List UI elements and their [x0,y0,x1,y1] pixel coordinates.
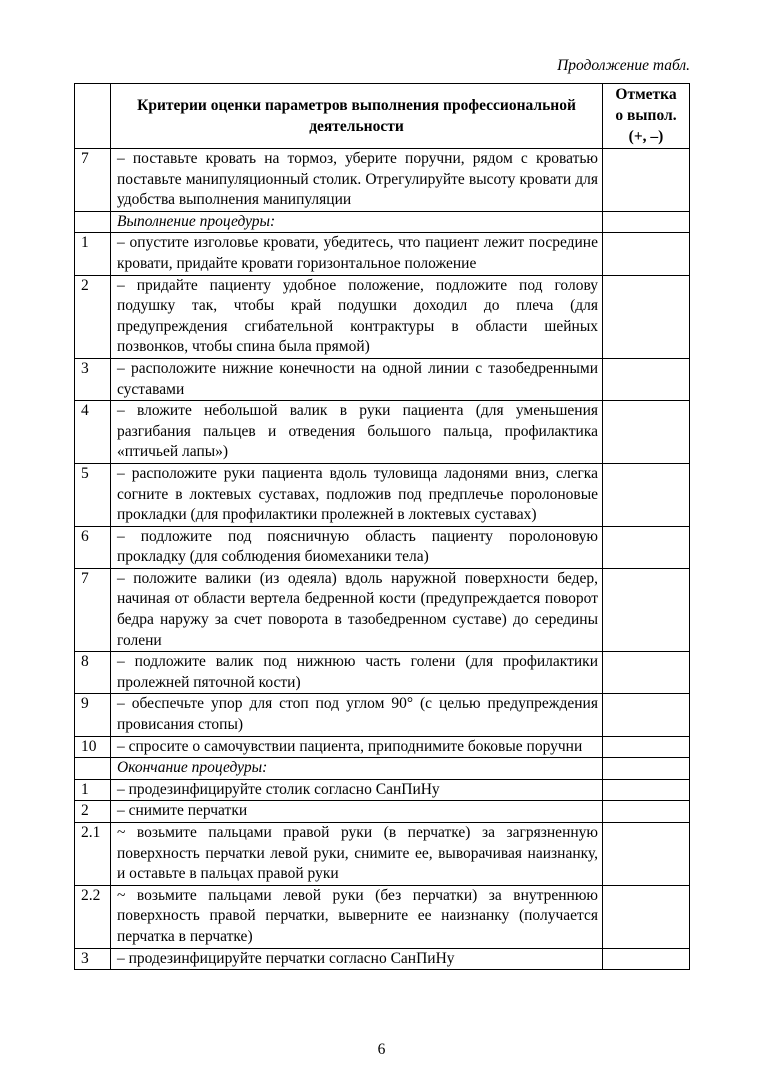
criterion-text-cell: – обеспечьте упор для стоп под углом 90° (с целью предупреждения провисания стопы) [111,694,603,736]
table-row [75,526,690,568]
mark-cell [603,401,690,464]
mark-cell [603,948,690,970]
mark-cell [603,526,690,568]
criterion-text-cell: – подложите под поясничную область пациенту поролоновую прокладку (для соблюдения биомеханики тела) [111,526,603,568]
mark-cell [603,275,690,358]
table-row [75,652,690,694]
row-number-cell [75,211,111,233]
mark-cell [603,694,690,736]
table-row [75,779,690,801]
table-row [75,694,690,736]
mark-cell [603,801,690,823]
row-number-cell: 1 [75,233,111,275]
mark-cell [603,568,690,651]
criterion-text-cell: ~ возьмите пальцами левой руки (без перчатки) за внутреннюю поверхность правой перчатки, выверните ее наизнанку (получается перчатка в перчатке) [111,885,603,948]
table-row [75,401,690,464]
header-criteria-cell: Критерии оценки параметров выполнения профессиональной деятельности [111,84,603,149]
criterion-text-cell: – продезинфицируйте столик согласно СанПиНу [111,779,603,801]
criterion-text-cell: – продезинфицируйте перчатки согласно СанПиНу [111,948,603,970]
table-row [75,233,690,275]
mark-cell [603,758,690,780]
row-number-cell [75,758,111,780]
row-number-cell: 10 [75,736,111,758]
page-number: 6 [377,1041,386,1058]
table-row [75,275,690,358]
header-mark-line: (+, –) [628,128,664,145]
table-row [75,823,690,886]
criterion-text-cell: – вложите небольшой валик в руки пациента (для уменьшения разгибания пальцев и отведения большого пальца, профилактика «птичьей лапы») [111,401,603,464]
mark-cell [603,149,690,212]
criterion-text-cell: – поставьте кровать на тормоз, уберите поручни, рядом с кроватью поставьте манипуляционный столик. Отрегулируйте высоту кровати для удобства выполнения манипуляции [111,149,603,212]
mark-cell [603,233,690,275]
section-heading-cell: Окончание процедуры: [111,758,603,780]
criterion-text-cell: – придайте пациенту удобное положение, подложите под голову подушку так, чтобы край подушки доходил до плеча (для предупреждения сгибательной контрактуры в области шейных позвонков, чтобы спина была прямой) [111,275,603,358]
criterion-text-cell: – расположите нижние конечности на одной линии с тазобедренными суставами [111,358,603,400]
row-number-cell: 4 [75,401,111,464]
table-row [75,758,690,780]
criterion-text-cell: – снимите перчатки [111,801,603,823]
row-number-cell: 2.1 [75,823,111,886]
row-number-cell: 6 [75,526,111,568]
section-heading-cell: Выполнение процедуры: [111,211,603,233]
mark-cell [603,463,690,526]
table-row [75,948,690,970]
row-number-cell: 3 [75,358,111,400]
criterion-text-cell: – спросите о самочувствии пациента, приподнимите боковые поручни [111,736,603,758]
header-number-cell [75,84,111,149]
row-number-cell: 9 [75,694,111,736]
table-row [75,358,690,400]
row-number-cell: 1 [75,779,111,801]
mark-cell [603,885,690,948]
mark-cell [603,358,690,400]
row-number-cell: 5 [75,463,111,526]
criterion-text-cell: – расположите руки пациента вдоль туловища ладонями вниз, слегка согните в локтевых суставах, подложив под предплечье поролоновые прокладки (для профилактики пролежней в локтевых суставах) [111,463,603,526]
criterion-text-cell: – подложите валик под нижнюю часть голени (для профилактики пролежней пяточной кости) [111,652,603,694]
criterion-text-cell: – опустите изголовье кровати, убедитесь, что пациент лежит посредине кровати, придайте кровати горизонтальное положение [111,233,603,275]
table-continuation-label: Продолжение табл. [557,57,690,74]
criterion-text-cell: – положите валики (из одеяла) вдоль наружной поверхности бедер, начиная от области вертела бедренной кости (предупреждается поворот бедра наружу за счет поворота в тазобедренном суставе) до середины голени [111,568,603,651]
row-number-cell: 8 [75,652,111,694]
criteria-table [74,83,690,970]
row-number-cell: 3 [75,948,111,970]
mark-cell [603,211,690,233]
table-row [75,801,690,823]
row-number-cell: 7 [75,149,111,212]
header-mark-line: о выпол. [615,107,677,124]
mark-cell [603,652,690,694]
header-mark-line: Отметка [615,86,677,103]
table-row [75,885,690,948]
table-body [75,149,690,970]
table-row [75,149,690,212]
row-number-cell: 2 [75,275,111,358]
criterion-text-cell: ~ возьмите пальцами правой руки (в перчатке) за загрязненную поверхность перчатки левой руки, снимите ее, выворачивая наизнанку, и оставьте в пальцах правой руки [111,823,603,886]
row-number-cell: 7 [75,568,111,651]
table-row [75,568,690,651]
row-number-cell: 2 [75,801,111,823]
table-row [75,736,690,758]
table-row [75,211,690,233]
table-header-row [75,84,690,149]
table-row [75,463,690,526]
row-number-cell: 2.2 [75,885,111,948]
mark-cell [603,823,690,886]
mark-cell [603,736,690,758]
header-mark-cell [603,84,690,149]
mark-cell [603,779,690,801]
